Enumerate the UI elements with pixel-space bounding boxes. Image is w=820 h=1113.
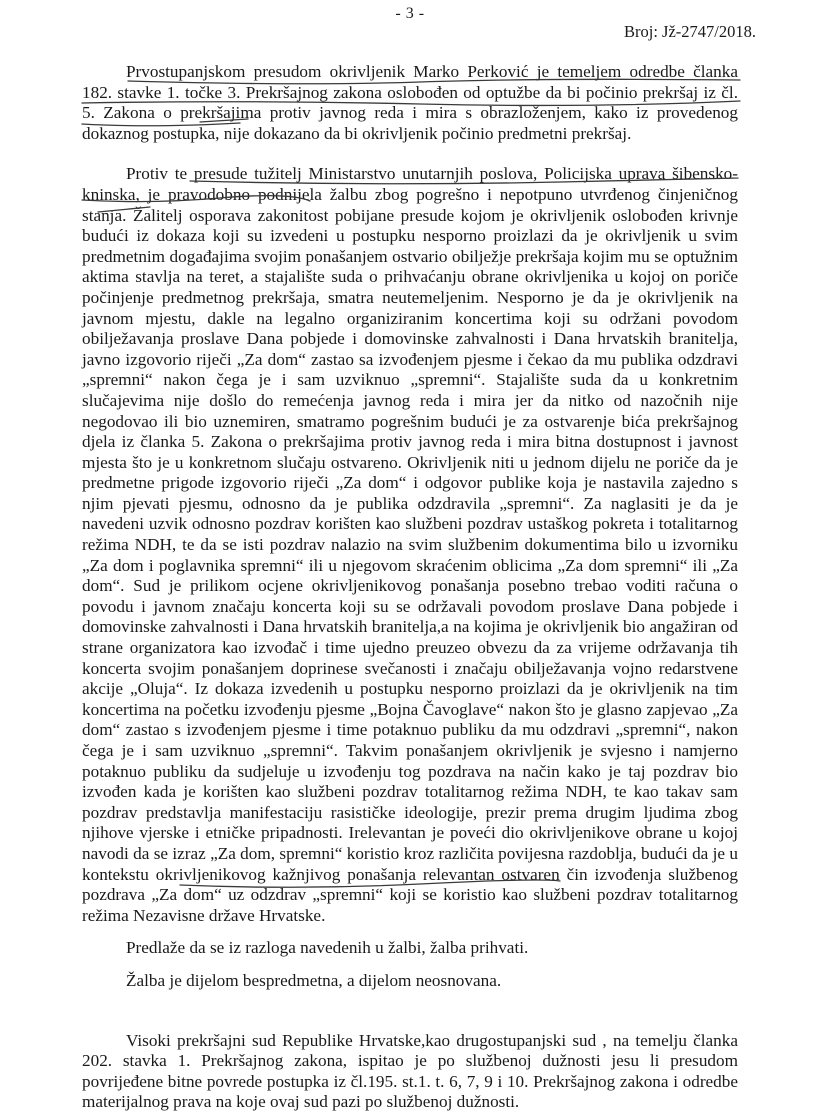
paragraph-first-instance-ruling: Prvostupanjskom presudom okrivljenik Marko Perković je temeljem odredbe članka 182. stavke 1. točke 3. Prekršajnog zakona oslobođen od optužbe da bi počinio prekršaj iz čl. 5. Zakona o prekršajima protiv javnog reda i mira s obrazloženjem, kako iz provedenog dokaznog postupka, nije dokazano da bi okrivljenik počinio predmetni prekršaj. <box>82 62 738 143</box>
paragraph-appeal-arguments: Protiv te presude tužitelj Ministarstvo unutarnjih poslova, Policijska uprava šibensko-kninska, je pravodobno podnijela žalbu zbog pogrešno i nepotpuno utvrđenog činjeničnog stanja. Žalitelj osporava zakonitost pobijane presude kojom je okrivljenik oslobođen krivnje budući iz dokaza koji su izvedeni u postupku nesporno proizlazi da je okrivljenik u svim predmetnim događajima svojim ponašanjem ostvario obilježje prekršaja kojim mu se optužnim aktima stavlja na teret, a stajalište suda o prihvaćanju obrane okrivljenika u kojoj on poriče počinjenje predmetnog prekršaja, smatra neutemeljenim. Nesporno je da je okrivljenik na javnom mjestu, dakle na legalno organiziranim koncertima koji su održani povodom obilježavanja proslave Dana pobjede i domovinske zahvalnosti i Dana hrvatskih branitelja, javno izgovorio riječi „Za dom“ zastao sa izvođenjem pjesme i čekao da mu publika odzdravi „spremni“ nakon čega je i sam uzviknuo „spremni“. Stajalište suda da u konkretnim slučajevima nije došlo do remećenja javnog reda i mira jer da nitko od nazočnih nije negodovao ili bio uznemiren, smatramo pogrešnim budući je za ostvarenje bića prekršajnog djela iz članka 5. Zakona o prekršajima protiv javnog reda i mira bitna dostupnost i javnost mjesta što je u konkretnom slučaju ostvareno. Okrivljenik niti u jednom dijelu ne poriče da je predmetne prigode izgovorio riječi „Za dom“ i odgovor publike koja je nastavila zajedno s njim pjevati pjesmu, odnosno da je publika odzdravila „spremni“. Za naglasiti je da je navedeni uzvik odnosno pozdrav korišten kao službeni pozdrav ustaškog pokreta i totalitarnog režima NDH, te da se isti pozdrav nalazio na svim službenim dokumentima bilo u izvorniku „Za dom i poglavnika spremni“ ili u njegovom skraćenim oblicima „Za dom spremni“ ili „Za dom“. Sud je prilikom ocjene okrivljenikovog ponašanja posebno trebao voditi računa o povodu i javnom značaju koncerta koji su se održavali povodom proslave Dana pobjede i domovinske zahvalnosti i Dana hrvatskih branitelja,a na kojima je okrivljenik bio angažiran od strane organizatora kao izvođač i time ujedno preuzeo obvezu da za vrijeme održavanja tih koncerta svojim ponašanjem doprinese svečanosti i značaju obilježavanja vojno redarstvene akcije „Oluja“. Iz dokaza izvedenih u postupku nesporno proizlazi da je okrivljenik na tim koncertima na početku izvođenju pjesme „Bojna Čavoglave“ nakon što je glasno zapjevao „Za dom“ zastao s izvođenjem pjesme i time potaknuo publiku da mu odzdravi „spremni“, nakon čega je i sam uzviknuo „spremni“. Takvim ponašanjem okrivljenik je svjesno i namjerno potaknuo publiku da sudjeluje u izvođenju tog pozdrava na način kako je taj pozdrav bio izvođen kada je korišten kao službeni pozdrav totalitarnog režima NDH, te kao takav sam pozdrav predstavlja manifestaciju rasističke ideologije, prezir prema drugim ljudima zbog njihove vjerske i etničke pripadnosti. Irelevantan je poveći dio okrivljenikove obrane u kojoj navodi da se izraz „Za dom, spremni“ koristio kroz različita povijesna razdoblja, budući da je u kontekstu okrivljenikovog kažnjivog ponašanja relevantan ostvaren čin izvođenja službenog pozdrava „Za dom“ uz odzdrav „spremni“ koji se koristio kao službeni pozdrav totalitarnog režima Nezavisne države Hrvatske. <box>82 164 738 925</box>
page-number: - 3 - <box>395 5 425 22</box>
paragraph-appeal-proposal: Predlaže da se iz razloga navedenih u žalbi, žalba prihvati. <box>126 938 529 958</box>
paragraph-appeal-verdict: Žalba je dijelom bespredmetna, a dijelom neosnovana. <box>126 970 502 990</box>
paragraph-high-court-review: Visoki prekršajni sud Republike Hrvatske,kao drugostupanjski sud , na temelju članka 202. stavka 1. Prekršajnog zakona, ispitao je po službenoj dužnosti jesu li presudom povrijeđene bitne povrede postupka iz čl.195. st.1. t. 6, 7, 9 i 10. Prekršajnog zakona i odredbe materijalnog prava na koje ovaj sud pazi po službenoj dužnosti. <box>82 1030 738 1112</box>
case-number: Broj: Jž-2747/2018. <box>624 22 756 41</box>
document-body <box>82 62 738 1113</box>
